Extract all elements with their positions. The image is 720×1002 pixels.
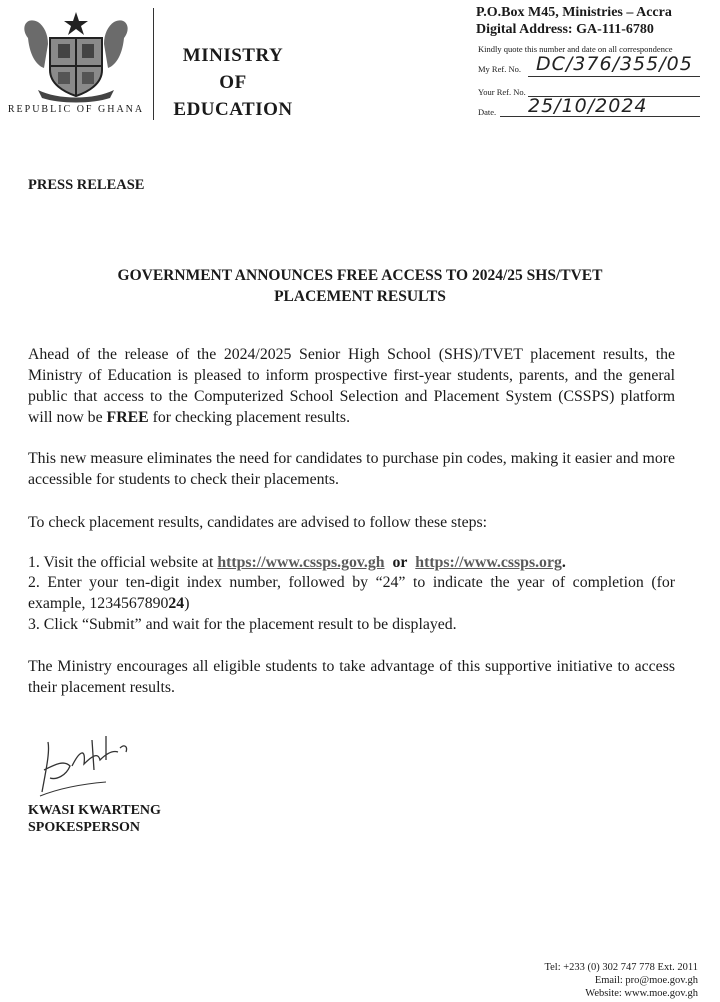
- headline-line-1: GOVERNMENT ANNOUNCES FREE ACCESS TO 2024/25 SHS/TVET: [117, 267, 603, 284]
- year-suffix-emphasis: 24: [168, 595, 185, 612]
- paragraph-measure: This new measure eliminates the need for candidates to purchase pin codes, making it easier and more accessible for students to check their placements.: [28, 450, 675, 488]
- step-2-end: ): [184, 595, 190, 612]
- step-3: 3. Click “Submit” and wait for the placement result to be displayed.: [28, 616, 457, 633]
- ministry-line-2: OF: [219, 72, 247, 93]
- headline: [40, 265, 680, 307]
- step-1-text: 1. Visit the official website at: [28, 554, 218, 571]
- paragraph-encouragement: The Ministry encourages all eligible students to take advantage of this supportive initiative to access their placement results.: [28, 658, 675, 696]
- footer-website: Website: www.moe.gov.gh: [585, 988, 698, 999]
- paragraph-steps-intro: To check placement results, candidates are advised to follow these steps:: [28, 514, 488, 531]
- step-2-text: 2. Enter your ten-digit index number, followed by “24” to indicate the year of completion (for example, 1234567890: [28, 574, 675, 612]
- kindly-quote-note: Kindly quote this number and date on all correspondence: [478, 44, 673, 54]
- date-value: 25/10/2024: [528, 95, 648, 117]
- headline-line-2: PLACEMENT RESULTS: [274, 288, 446, 305]
- cssps-org-link[interactable]: https://www.cssps.org: [415, 554, 562, 571]
- paragraph-intro: [28, 344, 675, 428]
- step-1-period: .: [561, 554, 566, 571]
- postal-address: P.O.Box M45, Ministries – Accra: [476, 5, 672, 20]
- step-1: [28, 552, 675, 573]
- date-label: Date.: [478, 107, 497, 117]
- step-2: [28, 572, 675, 614]
- footer-email: Email: pro@moe.gov.gh: [594, 975, 698, 986]
- signatory-name: KWASI KWARTENG: [28, 803, 161, 818]
- letterhead-divider: [153, 8, 154, 120]
- my-ref-label: My Ref. No.: [478, 64, 521, 74]
- coat-of-arms-icon: [18, 8, 134, 104]
- ministry-line-1: MINISTRY: [182, 45, 284, 66]
- my-ref-line: [528, 76, 700, 77]
- republic-of-ghana-label: REPUBLIC OF GHANA: [7, 104, 145, 115]
- my-ref-value: DC/376/355/05: [536, 53, 693, 75]
- press-release-label: PRESS RELEASE: [28, 177, 145, 193]
- ministry-name: [160, 42, 306, 123]
- signatory-title: SPOKESPERSON: [28, 820, 141, 835]
- signature-image: [36, 730, 136, 802]
- your-ref-label: Your Ref. No.: [478, 87, 526, 97]
- intro-text-end: for checking placement results.: [148, 409, 351, 426]
- digital-address: Digital Address: GA-111-6780: [476, 22, 654, 37]
- intro-text: Ahead of the release of the 2024/2025 Senior High School (SHS)/TVET placement results, the Ministry of Education is pleased to inform prospective first-year students, parents, and the general public that access to the Computerized School Selection and Placement System (CSSPS) platform will now be: [28, 346, 675, 426]
- free-emphasis: FREE: [106, 409, 149, 426]
- ministry-line-3: EDUCATION: [173, 99, 293, 120]
- cssps-gov-link[interactable]: https://www.cssps.gov.gh: [217, 554, 385, 571]
- footer-tel: Tel: +233 (0) 302 747 778 Ext. 2011: [544, 962, 698, 973]
- or-word: or: [392, 554, 408, 571]
